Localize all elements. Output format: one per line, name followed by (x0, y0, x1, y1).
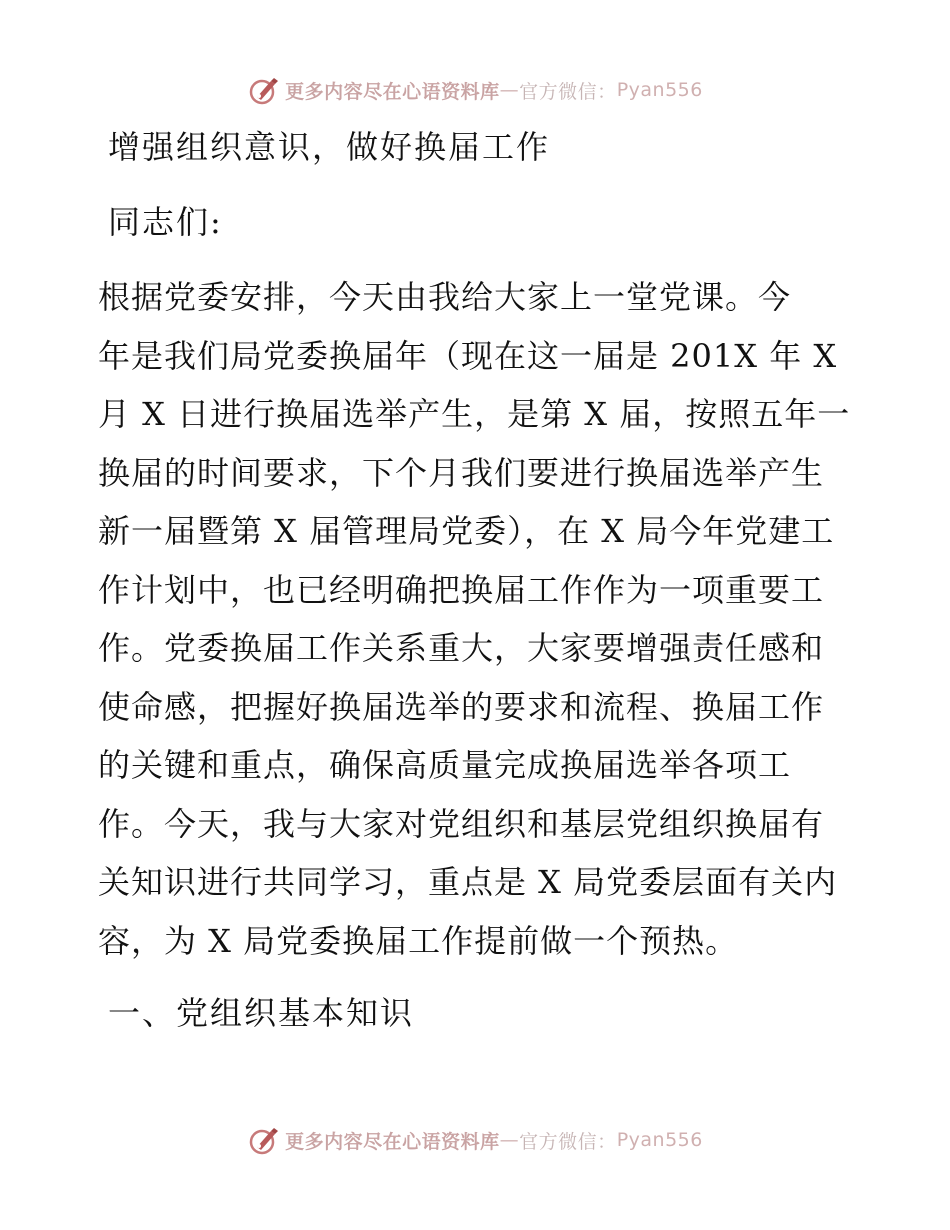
salutation: 同志们: (108, 203, 223, 241)
watermark-wechat-label: 官方微信： (519, 1130, 617, 1153)
watermark-separator: — (499, 79, 520, 101)
paragraph-line: 容，为 X 局党委换届工作提前做一个预热。 (98, 921, 739, 960)
watermark-separator: — (499, 1129, 520, 1151)
watermark-main-text: 更多内容尽在心语资料库 (285, 1130, 500, 1153)
paragraph-line: 月 X 日进行换届选举产生，是第 X 届，按照五年一 (98, 395, 851, 433)
body-paragraph (98, 268, 858, 970)
paragraph-line: 作计划中，也已经明确把换届工作作为一项重要工 (98, 570, 825, 609)
watermark-wechat-label: 官方微信： (519, 80, 617, 103)
paragraph-line: 根据党委安排，今天由我给大家上一堂党课。今 (98, 278, 792, 316)
header-watermark (0, 70, 950, 110)
watermark-wechat-id: Pyan556 (616, 1129, 703, 1151)
paragraph-line: 的关键和重点，确保高质量完成换届选举各项工 (98, 746, 792, 784)
paragraph-line: 使命感，把握好换届选举的要求和流程、换届工作 (98, 687, 825, 726)
footer-watermark (0, 1120, 950, 1160)
watermark-wechat-id: Pyan556 (616, 79, 703, 101)
pen-logo-icon (247, 73, 281, 107)
document-title: 增强组织意识，做好换届工作 (108, 128, 551, 166)
paragraph-line: 新一届暨第 X 届管理局党委），在 X 局今年党建工 (98, 512, 835, 550)
watermark-main-text: 更多内容尽在心语资料库 (285, 80, 500, 103)
paragraph-line: 换届的时间要求，下个月我们要进行换届选举产生 (98, 453, 825, 492)
paragraph-line: 作。党委换届工作关系重大，大家要增强责任感和 (98, 629, 825, 667)
section-heading: 一、党组织基本知识 (108, 994, 415, 1032)
paragraph-line: 关知识进行共同学习，重点是 X 局党委层面有关内 (98, 863, 838, 901)
pen-logo-icon (247, 1123, 281, 1157)
paragraph-line: 作。今天，我与大家对党组织和基层党组织换届有 (98, 804, 825, 843)
paragraph-line: 年是我们局党委换届年（现在这一届是 201X 年 X (98, 336, 838, 375)
